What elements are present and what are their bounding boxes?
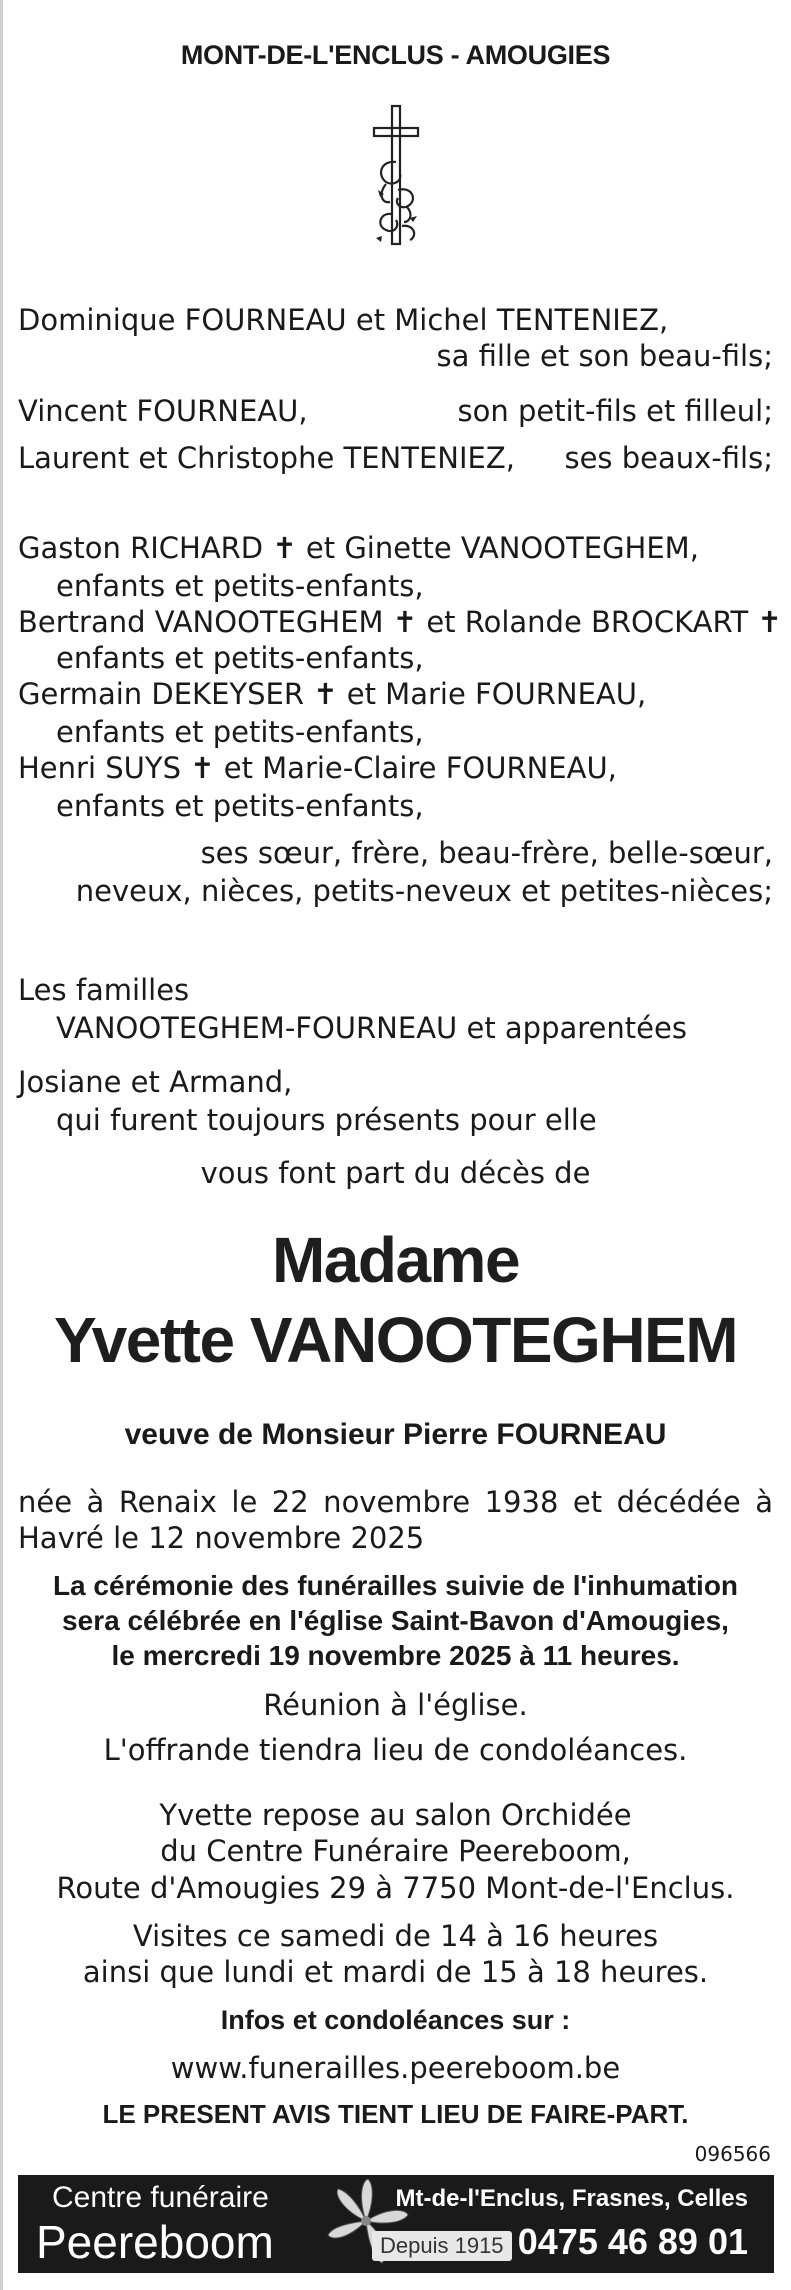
reference-number: 096566 xyxy=(694,2142,771,2166)
sibling-line xyxy=(18,530,773,566)
descendants-line: enfants et petits-enfants, xyxy=(56,715,424,749)
repose-line: Yvette repose au salon Orchidée xyxy=(159,1798,632,1832)
family-line: Dominique FOURNEAU et Michel TENTENIEZ, xyxy=(18,303,669,337)
families-line: VANOOTEGHEM-FOURNEAU et apparentées xyxy=(56,1011,687,1045)
cross-icon: ✝ xyxy=(190,751,215,785)
siblings-relation: neveux, nièces, petits-neveux et petites-nièces; xyxy=(75,874,773,908)
siblings-relation: ses sœur, frère, beau-frère, belle-sœur, xyxy=(200,836,773,870)
sibling-name: Gaston RICHARD xyxy=(18,531,264,565)
cross-icon: ✝ xyxy=(392,605,418,639)
deceased-title: Madame xyxy=(271,1224,520,1296)
family-line: Laurent et Christophe TENTENIEZ, xyxy=(18,441,515,475)
sibling-line xyxy=(18,604,782,640)
sibling-partner: et Marie FOURNEAU, xyxy=(346,677,647,711)
announcement: vous font part du décès de xyxy=(200,1156,591,1190)
info-heading: Infos et condoléances sur : xyxy=(220,2005,571,2035)
sibling-name: Germain DEKEYSER xyxy=(18,677,304,711)
friends-line: Josiane et Armand, xyxy=(18,1065,293,1099)
website-link[interactable]: www.funerailles.peereboom.be xyxy=(170,2051,621,2085)
descendants-line: enfants et petits-enfants, xyxy=(56,569,424,603)
location-header: MONT-DE-L'ENCLUS - AMOUGIES xyxy=(180,40,611,70)
family-line: Vincent FOURNEAU, xyxy=(18,394,308,428)
sibling-line xyxy=(18,676,773,712)
cross-icon: ✝ xyxy=(757,605,782,639)
family-relation: sa fille et son beau-fils; xyxy=(436,339,773,373)
ceremony-line: La cérémonie des funérailles suivie de l'inhumation xyxy=(52,1570,739,1601)
brand-name: Peereboom xyxy=(36,2216,274,2268)
cross-icon: ✝ xyxy=(313,677,338,711)
visits-line: Visites ce samedi de 14 à 16 heures xyxy=(132,1919,659,1953)
phone-number[interactable]: 0475 46 89 01 xyxy=(517,2221,748,2262)
deceased-name: Yvette VANOOTEGHEM xyxy=(53,1304,738,1376)
ceremony-line: le mercredi 19 novembre 2025 à 11 heures. xyxy=(111,1640,680,1671)
sibling-partner: et Marie-Claire FOURNEAU, xyxy=(223,751,617,785)
widow-line: veuve de Monsieur Pierre FOURNEAU xyxy=(124,1418,667,1451)
descendants-line: enfants et petits-enfants, xyxy=(56,641,424,675)
repose-line: du Centre Funéraire Peereboom, xyxy=(160,1834,631,1868)
birth-death-line: née à Renaix le 22 novembre 1938 et décédée à xyxy=(18,1485,773,1519)
address-line: Route d'Amougies 29 à 7750 Mont-de-l'Enclus. xyxy=(56,1871,735,1905)
gathering-line: Réunion à l'église. xyxy=(263,1688,528,1722)
sibling-name: Henri SUYS xyxy=(18,751,181,785)
sibling-line xyxy=(18,750,773,786)
family-relation: son petit-fils et filleul; xyxy=(457,394,773,428)
sibling-name: Bertrand VANOOTEGHEM xyxy=(18,605,384,639)
sibling-partner: et Rolande BROCKART xyxy=(426,605,749,639)
friends-line: qui furent toujours présents pour elle xyxy=(56,1103,597,1137)
cross-icon: ✝ xyxy=(272,531,297,565)
founded-badge: Depuis 1915 xyxy=(372,2231,512,2261)
visits-line: ainsi que lundi et mardi de 15 à 18 heures. xyxy=(82,1955,709,1989)
locations: Mt-de-l'Enclus, Frasnes, Celles xyxy=(395,2185,748,2212)
funeral-home-banner xyxy=(18,2175,774,2273)
sibling-partner: et Ginette VANOOTEGHEM, xyxy=(305,531,699,565)
brand-small: Centre funéraire xyxy=(52,2181,269,2214)
ceremony-line: sera célébrée en l'église Saint-Bavon d'Amougies, xyxy=(62,1605,729,1636)
family-relation: ses beaux-fils; xyxy=(564,441,773,475)
birth-death-line: Havré le 12 novembre 2025 xyxy=(18,1521,425,1555)
descendants-line: enfants et petits-enfants, xyxy=(56,789,424,823)
notice-line: LE PRESENT AVIS TIENT LIEU DE FAIRE-PART. xyxy=(102,2099,689,2129)
offering-line: L'offrande tiendra lieu de condoléances. xyxy=(103,1733,688,1767)
families-line: Les familles xyxy=(18,973,190,1007)
cross-with-roses-icon xyxy=(362,102,430,248)
